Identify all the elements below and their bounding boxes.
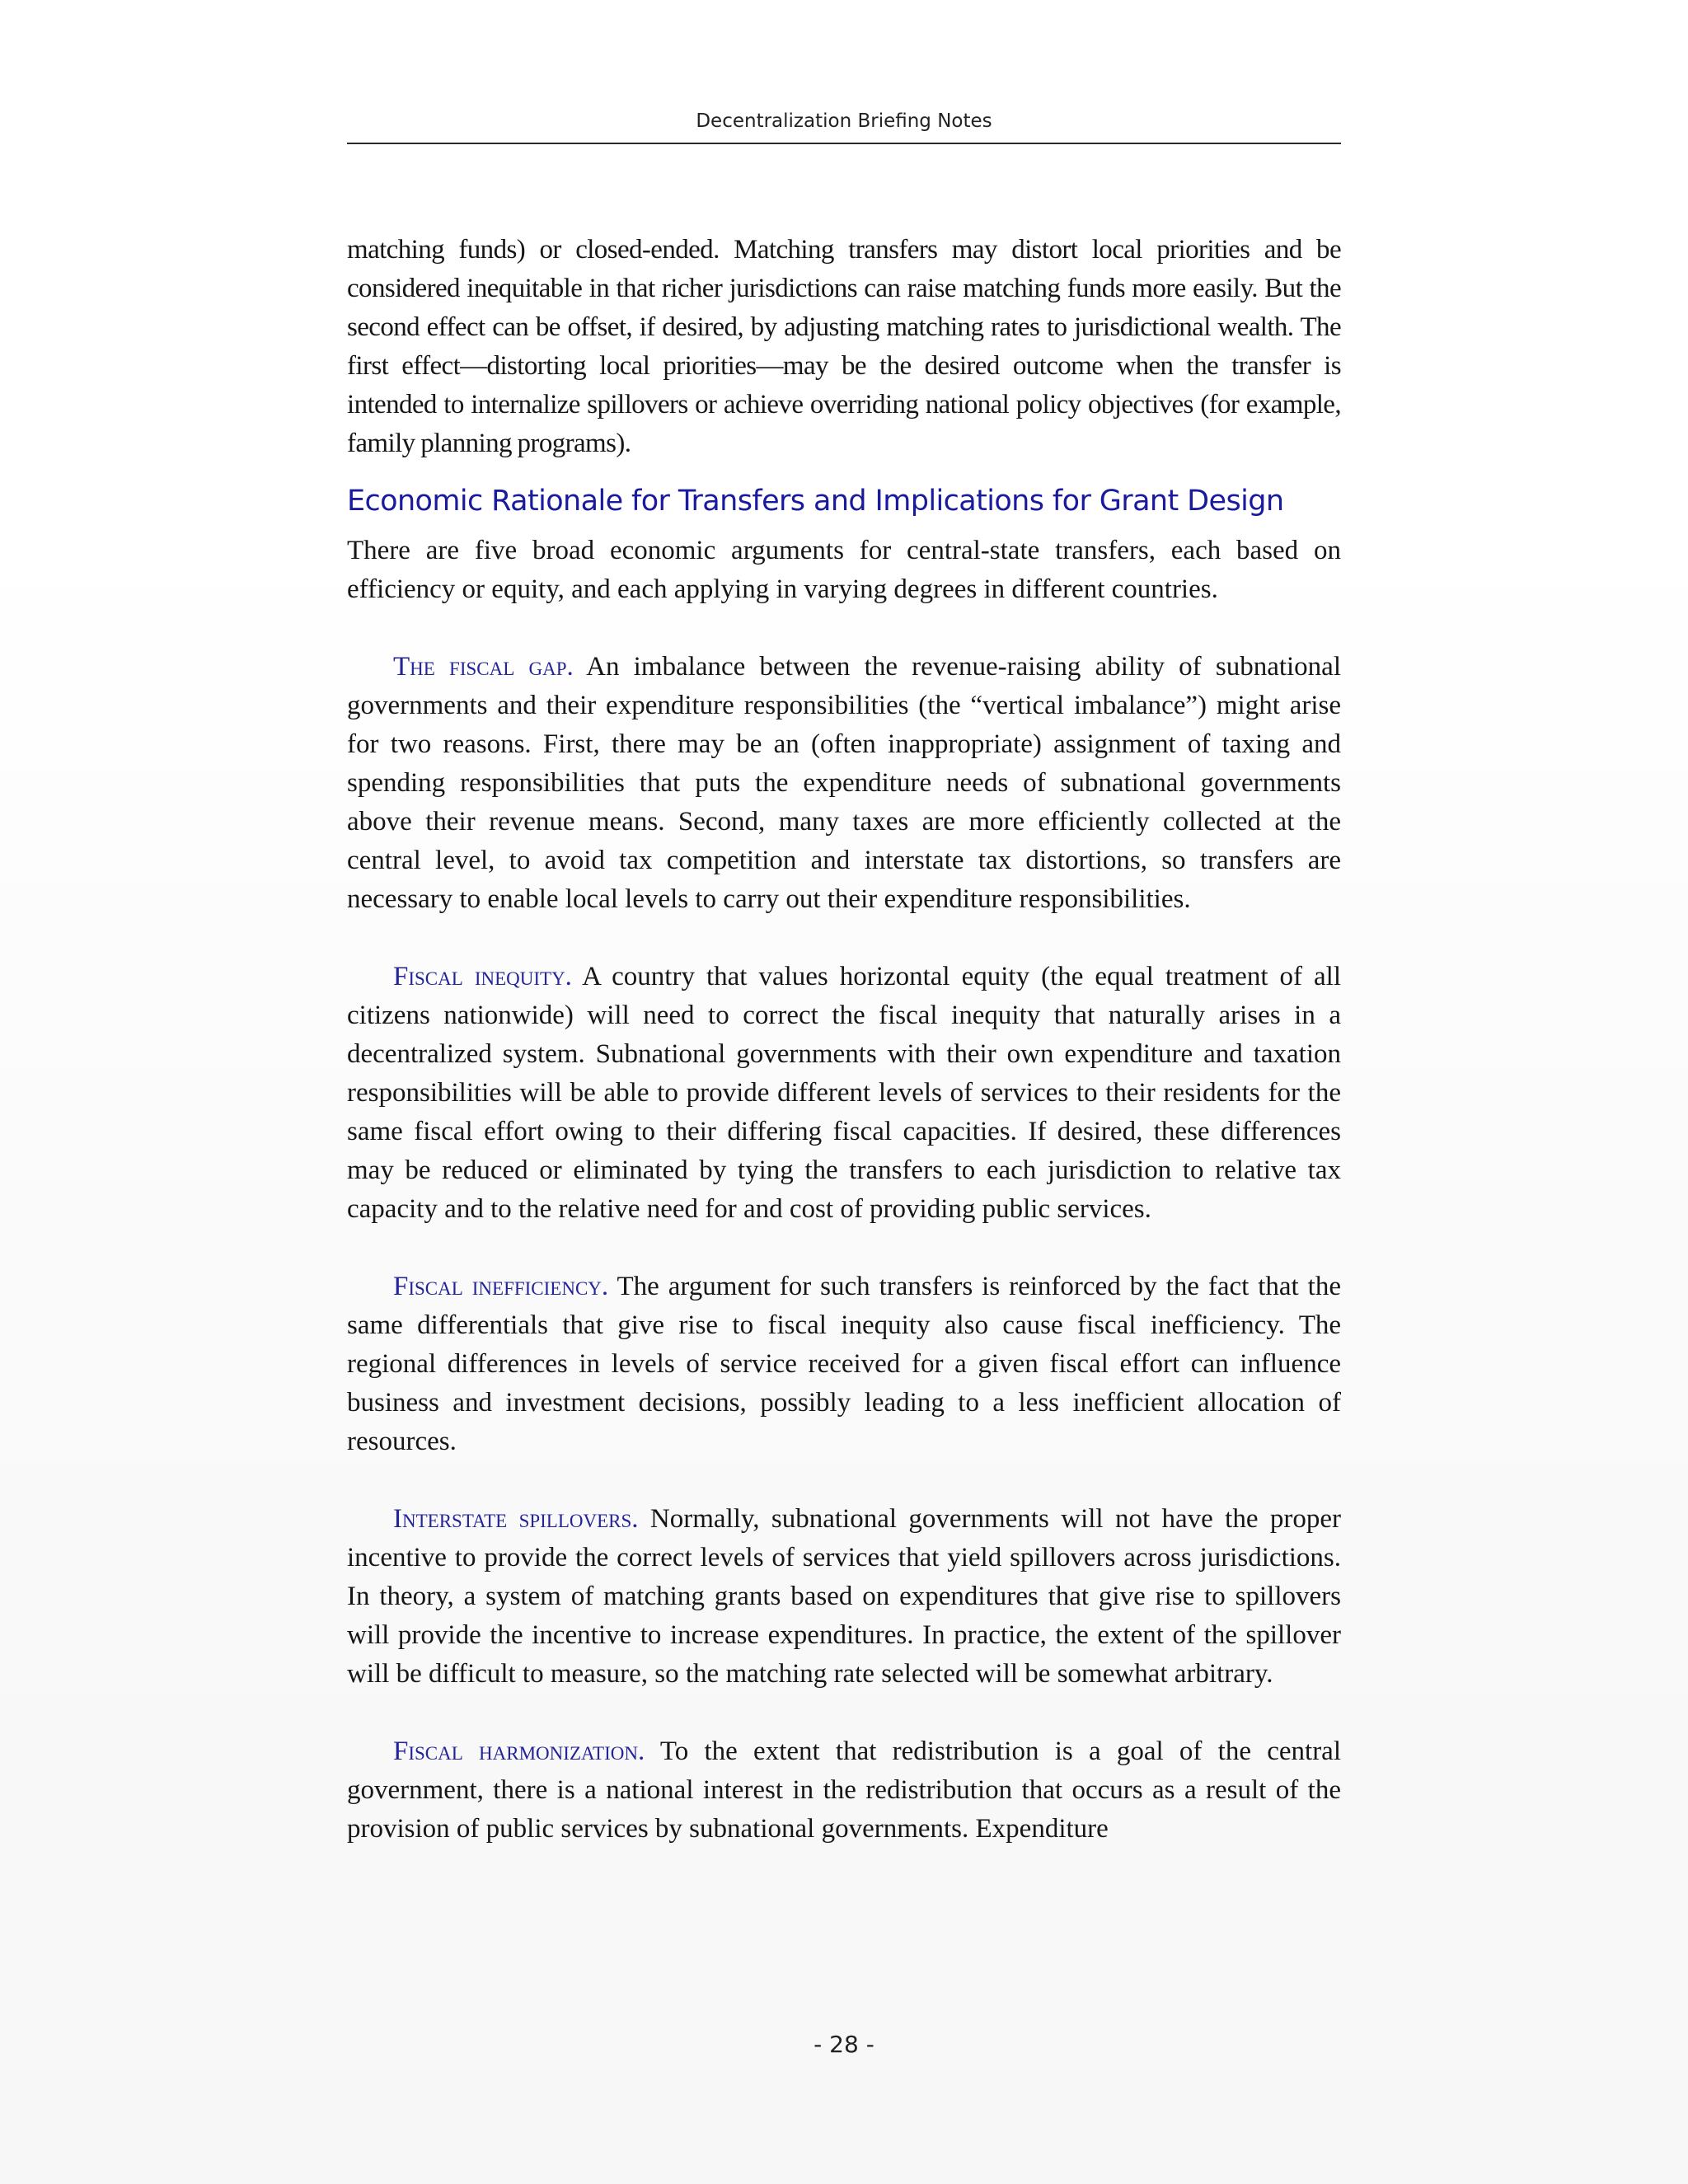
argument-term: Fiscal harmonization. <box>393 1736 645 1766</box>
argument-text: An imbalance between the revenue-raising ability of subnational governments and their expenditure responsibilities (the “vertical imbalance”) might arise for two reasons. First, there may be an (often inappropriate) assignment of taxing and spending responsibilities that puts the expenditure needs of subnational governments above their revenue means. Second, many taxes are more efficiently collected at the central level, to avoid tax competition and interstate tax distortions, so transfers are necessary to enable local levels to carry out their expenditure responsibilities. <box>347 652 1341 914</box>
argument-text: To the extent that redistribution is a goal of the central government, there is a national interest in the redistribution that occurs as a result of the provision of public services by subnational governments. Expenditure <box>347 1736 1341 1844</box>
page-body <box>347 231 1341 1849</box>
argument-term: Fiscal inefficiency. <box>393 1272 609 1301</box>
argument-fiscal-inequity <box>347 958 1341 1229</box>
argument-term: Interstate spillovers. <box>393 1504 639 1534</box>
running-header: Decentralization Briefing Notes <box>696 110 992 132</box>
argument-term: The fiscal gap. <box>393 652 574 682</box>
argument-text: Normally, subnational governments will not have the proper incentive to provide the correct levels of services that yield spillovers across jurisdictions. In theory, a system of matching grants based on expenditures that give rise to spillovers will provide the incentive to increase expenditures. In practice, the extent of the spillover will be difficult to measure, so the matching rate selected will be somewhat arbitrary. <box>347 1504 1341 1689</box>
argument-fiscal-gap <box>347 648 1341 919</box>
page-number: - 28 - <box>814 2031 874 2058</box>
section-heading: Economic Rationale for Transfers and Implications for Grant Design <box>347 485 1284 518</box>
argument-interstate-spillovers <box>347 1500 1341 1694</box>
argument-fiscal-inefficiency <box>347 1268 1341 1461</box>
argument-fiscal-harmonization <box>347 1732 1341 1849</box>
argument-term: Fiscal inequity. <box>393 962 572 991</box>
header-divider <box>347 143 1341 144</box>
continuation-paragraph: matching funds) or closed-ended. Matching transfers may distort local priorities and be considered inequitable in that richer jurisdictions can raise matching funds more easily. But the second effect can be offset, if desired, by adjusting matching rates to jurisdictional wealth. The first effect—distorting local priorities—may be the desired outcome when the transfer is intended to internalize spillovers or achieve overriding national policy objectives (for example, family planning programs). <box>347 235 1341 458</box>
argument-text: A country that values horizontal equity (the equal treatment of all citizens nationwide) will need to correct the fiscal inequity that naturally arises in a decentralized system. Subnational governments with their own expenditure and taxation responsibilities will be able to provide different levels of services to their residents for the same fiscal effort owing to their differing fiscal capacities. If desired, these differences may be reduced or eliminated by tying the transfers to each jurisdiction to relative tax capacity and to the relative need for and cost of providing public services. <box>347 962 1341 1224</box>
section-lead-paragraph: There are five broad economic arguments for central-state transfers, each based on efficiency or equity, and each applying in varying degrees in different countries. <box>347 536 1341 604</box>
argument-text: The argument for such transfers is reinforced by the fact that the same differentials that give rise to fiscal inequity also cause fiscal inefficiency. The regional differences in levels of service received for a given fiscal effort can influence business and investment decisions, possibly leading to a less inefficient allocation of resources. <box>347 1272 1341 1456</box>
